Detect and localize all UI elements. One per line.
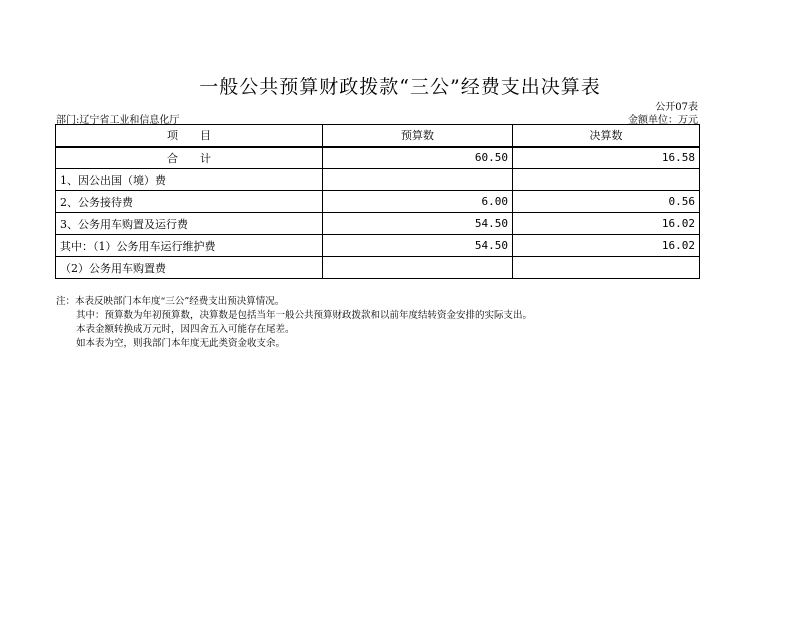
header-final: 决算数 — [513, 125, 700, 147]
table-row — [56, 147, 700, 169]
table-notes — [56, 295, 532, 351]
row-final: 16.02 — [513, 235, 700, 257]
row-budget: 6.00 — [323, 191, 513, 213]
header-item: 项 目 — [56, 125, 323, 147]
row-final: 16.02 — [513, 213, 700, 235]
row-budget — [323, 257, 513, 279]
table-row — [56, 235, 700, 257]
row-label: （2）公务用车购置费 — [56, 257, 323, 279]
row-budget: 54.50 — [323, 235, 513, 257]
department-label: 部门:辽宁省工业和信息化厅 — [56, 115, 180, 126]
budget-table — [55, 124, 700, 279]
row-label: 合 计 — [56, 147, 323, 169]
row-final — [513, 257, 700, 279]
note-line: 其中：预算数为年初预算数，决算数是包括当年一般公共预算财政拨款和以前年度结转资金安排的实际支出。 — [76, 310, 533, 321]
row-label: 其中：（1）公务用车运行维护费 — [56, 235, 323, 257]
table-row — [56, 257, 700, 279]
note-line: 本表金额转换成万元时，因四舍五入可能存在尾差。 — [76, 324, 295, 335]
row-budget: 54.50 — [323, 213, 513, 235]
row-label: 3、公务用车购置及运行费 — [56, 213, 323, 235]
note-line: 如本表为空，则我部门本年度无此类资金收支余。 — [76, 338, 286, 349]
table-row — [56, 213, 700, 235]
table-row — [56, 191, 700, 213]
form-number: 公开07表 — [655, 102, 698, 113]
unit-label: 金额单位：万元 — [628, 115, 698, 126]
row-label: 1、因公出国（境）费 — [56, 169, 323, 191]
row-final: 16.58 — [513, 147, 700, 169]
table-header-row — [56, 125, 700, 147]
row-final: 0.56 — [513, 191, 700, 213]
row-budget: 60.50 — [323, 147, 513, 169]
row-final — [513, 169, 700, 191]
table-title: 一般公共预算财政拨款“三公”经费支出决算表 — [199, 76, 601, 98]
header-budget: 预算数 — [323, 125, 513, 147]
row-budget — [323, 169, 513, 191]
table-row — [56, 169, 700, 191]
row-label: 2、公务接待费 — [56, 191, 323, 213]
note-line: 注：本表反映部门本年度“三公”经费支出预决算情况。 — [56, 296, 285, 307]
